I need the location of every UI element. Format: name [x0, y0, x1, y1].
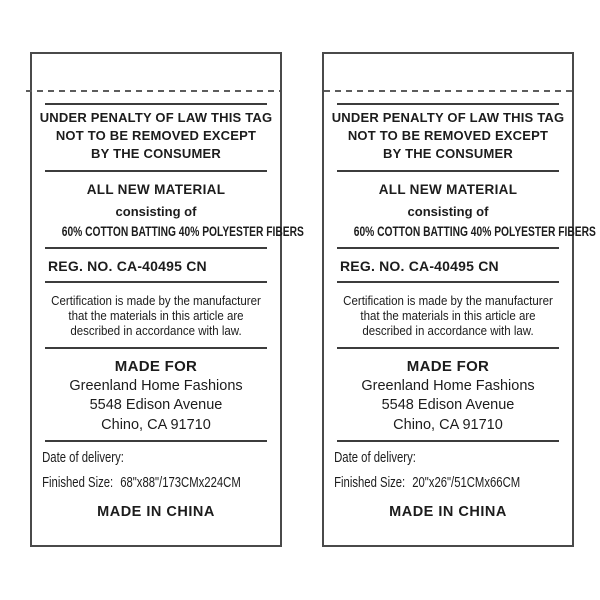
certification-statement [324, 294, 572, 339]
made-for-heading: MADE FOR [114, 358, 198, 375]
divider [337, 440, 559, 442]
divider [337, 247, 559, 249]
made-in-country: MADE IN CHINA [389, 504, 507, 520]
certification-line: that the materials in this article are [360, 309, 536, 323]
made-for-block [324, 357, 572, 435]
penalty-warning-text [324, 109, 572, 163]
date-of-delivery-label: Date of delivery: [42, 450, 124, 466]
divider [45, 347, 267, 349]
company-name: Greenland Home Fashions [69, 377, 243, 394]
penalty-warning-line: UNDER PENALTY OF LAW THIS TAG [39, 110, 273, 125]
finished-size-row [32, 473, 241, 493]
certification-line: Certification is made by the manufacturer [51, 294, 261, 308]
penalty-warning-line: BY THE CONSUMER [383, 146, 513, 161]
material-composition: 60% COTTON BATTING 40% POLYESTER FIBERS [61, 224, 304, 239]
penalty-warning-line: UNDER PENALTY OF LAW THIS TAG [331, 110, 565, 125]
divider [45, 170, 267, 172]
finished-size-label: Finished Size: [334, 475, 406, 491]
certification-line: that the materials in this article are [68, 309, 244, 323]
finished-size-label: Finished Size: [42, 475, 114, 491]
material-heading: ALL NEW MATERIAL [378, 182, 518, 197]
city-state-zip: Chino, CA 91710 [101, 416, 211, 433]
material-composition: 60% COTTON BATTING 40% POLYESTER FIBERS [353, 224, 596, 239]
penalty-warning-line: NOT TO BE REMOVED EXCEPT [347, 128, 549, 143]
divider [45, 103, 267, 105]
divider [337, 103, 559, 105]
penalty-warning-line: BY THE CONSUMER [91, 146, 221, 161]
stitch-line [26, 90, 280, 92]
divider [337, 281, 559, 283]
divider [45, 247, 267, 249]
finished-size-row [324, 473, 521, 493]
finished-size-value: 68"x88"/173CMx224CM [120, 475, 241, 491]
penalty-warning-line: NOT TO BE REMOVED EXCEPT [55, 128, 257, 143]
material-subheading: consisting of [407, 204, 489, 219]
certification-line: Certification is made by the manufacturer [343, 294, 553, 308]
divider [45, 281, 267, 283]
registration-number: REG. NO. CA-40495 CN [340, 258, 499, 274]
company-name: Greenland Home Fashions [361, 377, 535, 394]
stitch-line [324, 90, 572, 92]
made-for-block [32, 357, 280, 435]
material-subheading: consisting of [115, 204, 197, 219]
law-tag-right [322, 52, 596, 547]
registration-number: REG. NO. CA-40495 CN [48, 258, 207, 274]
certification-statement [32, 294, 280, 339]
date-of-delivery-label: Date of delivery: [334, 450, 416, 466]
finished-size-value: 20"x26"/51CMx66CM [412, 475, 521, 491]
penalty-warning-text [32, 109, 280, 163]
divider [337, 347, 559, 349]
certification-line: described in accordance with law. [70, 324, 242, 338]
city-state-zip: Chino, CA 91710 [393, 416, 503, 433]
street-address: 5548 Edison Avenue [381, 397, 515, 413]
material-heading: ALL NEW MATERIAL [86, 182, 226, 197]
made-for-heading: MADE FOR [406, 358, 490, 375]
made-in-country: MADE IN CHINA [97, 504, 215, 520]
tags-row [30, 52, 596, 547]
divider [337, 170, 559, 172]
law-tag-left [30, 52, 304, 547]
street-address: 5548 Edison Avenue [89, 397, 223, 413]
divider [45, 440, 267, 442]
certification-line: described in accordance with law. [362, 324, 534, 338]
